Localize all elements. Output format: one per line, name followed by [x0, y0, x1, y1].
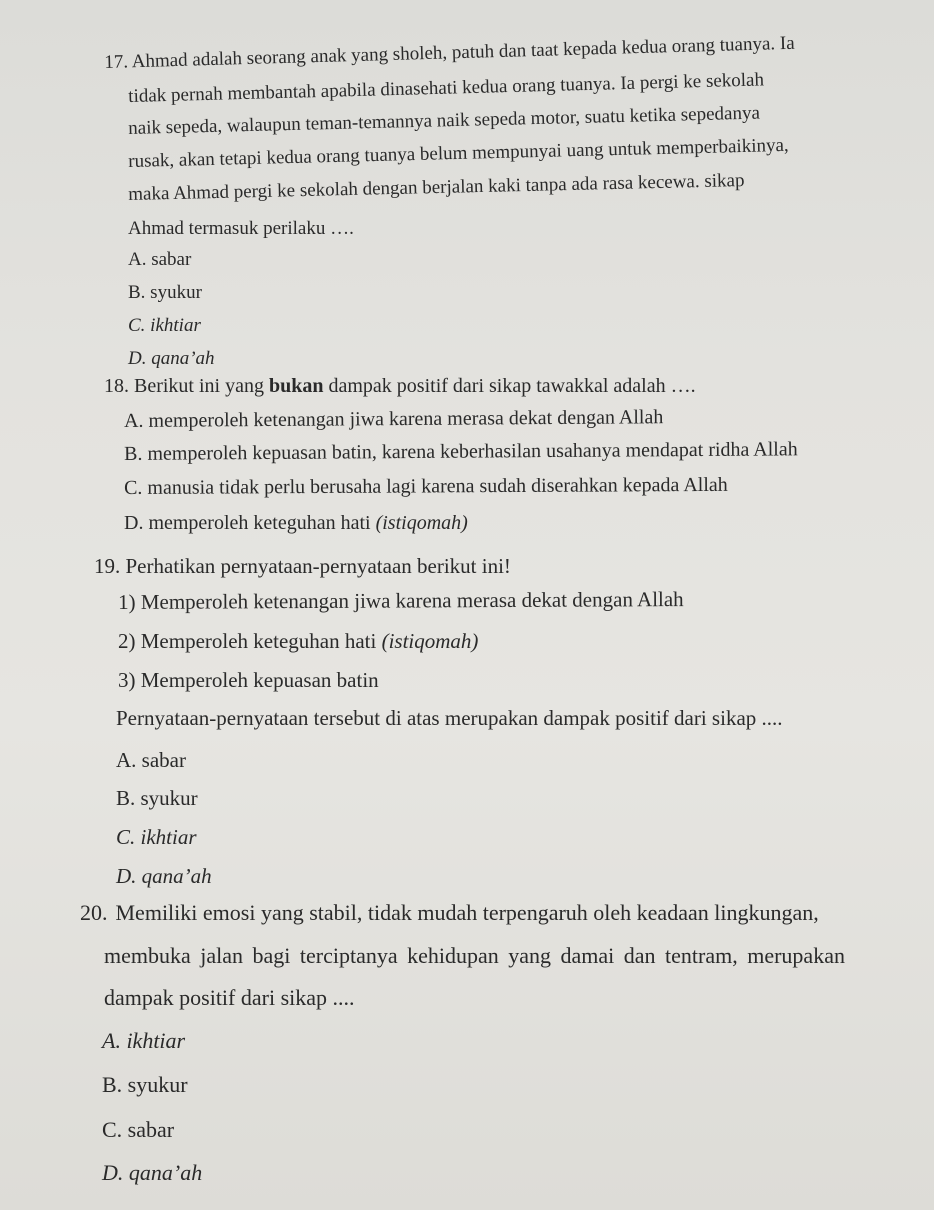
question-18-option-b: B. memperoleh kepuasan batin, karena keberhasilan usahanya mendapat ridha Allah [124, 438, 798, 465]
question-17-line-5: maka Ahmad pergi ke sekolah dengan berjalan kaki tanpa ada rasa kecewa. sikap [128, 170, 745, 205]
question-17-line-3: naik sepeda, walaupun teman-temannya naik sepeda motor, suatu ketika sepedanya [128, 102, 761, 139]
question-20-line-2: membuka jalan bagi terciptanya kehidupan yang damai dan tentram, merupakan [104, 943, 845, 968]
question-19-question: Pernyataan-pernyataan tersebut di atas merupakan dampak positif dari sikap .... [116, 706, 783, 730]
question-19-statement-3: 3) Memperoleh kepuasan batin [118, 668, 379, 692]
question-20-option-a: A. ikhtiar [102, 1028, 186, 1053]
question-19-option-d: D. qana’ah [116, 864, 212, 888]
question-17-option-a: A. sabar [128, 249, 192, 270]
question-17-option-b: B. syukur [128, 282, 202, 303]
question-19-statement-1: 1) Memperoleh ketenangan jiwa karena merasa dekat dengan Allah [118, 587, 684, 614]
question-20-option-d: D. qana’ah [102, 1160, 203, 1185]
question-18-stem: 18. Berikut ini yang bukan dampak positif dari sikap tawakkal adalah …. [104, 375, 696, 397]
question-17-line-1: 17. Ahmad adalah seorang anak yang sholeh, patuh dan taat kepada kedua orang tuanya. Ia [104, 32, 795, 73]
question-19-option-a: A. sabar [116, 748, 186, 772]
question-17-number: 17. [104, 51, 129, 73]
question-18-option-a: A. memperoleh ketenangan jiwa karena merasa dekat dengan Allah [124, 406, 664, 432]
question-20-option-b: B. syukur [102, 1072, 188, 1097]
question-20-option-c: C. sabar [102, 1117, 175, 1142]
question-20-number: 20. [80, 900, 108, 925]
question-17-option-d: D. qana’ah [128, 348, 215, 369]
question-19-stem: 19. Perhatikan pernyataan-pernyataan berikut ini! [94, 554, 511, 578]
question-19-option-c: C. ikhtiar [116, 825, 197, 849]
question-17-line-4: rusak, akan tetapi kedua orang tuanya belum mempunyai uang untuk memperbaikinya, [128, 134, 789, 172]
question-19-statement-2: 2) Memperoleh keteguhan hati (istiqomah) [118, 629, 479, 653]
question-17-option-c: C. ikhtiar [128, 315, 201, 336]
question-19-option-b: B. syukur [116, 786, 198, 810]
question-17-line-2: tidak pernah membantah apabila dinasehati kedua orang tuanya. Ia pergi ke sekolah [128, 69, 765, 107]
question-20-line-1: 20. Memiliki emosi yang stabil, tidak mudah terpengaruh oleh keadaan lingkungan, [80, 900, 819, 925]
question-17-line-6: Ahmad termasuk perilaku …. [128, 218, 354, 239]
question-19-number: 19. [94, 554, 121, 578]
emphasis-word: bukan [268, 375, 324, 397]
question-20-line-3: dampak positif dari sikap .... [104, 985, 355, 1010]
question-18-option-d: D. memperoleh keteguhan hati (istiqomah) [124, 512, 468, 534]
question-18-number: 18. [104, 375, 129, 397]
question-18-option-c: C. manusia tidak perlu berusaha lagi karena sudah diserahkan kepada Allah [124, 473, 728, 499]
